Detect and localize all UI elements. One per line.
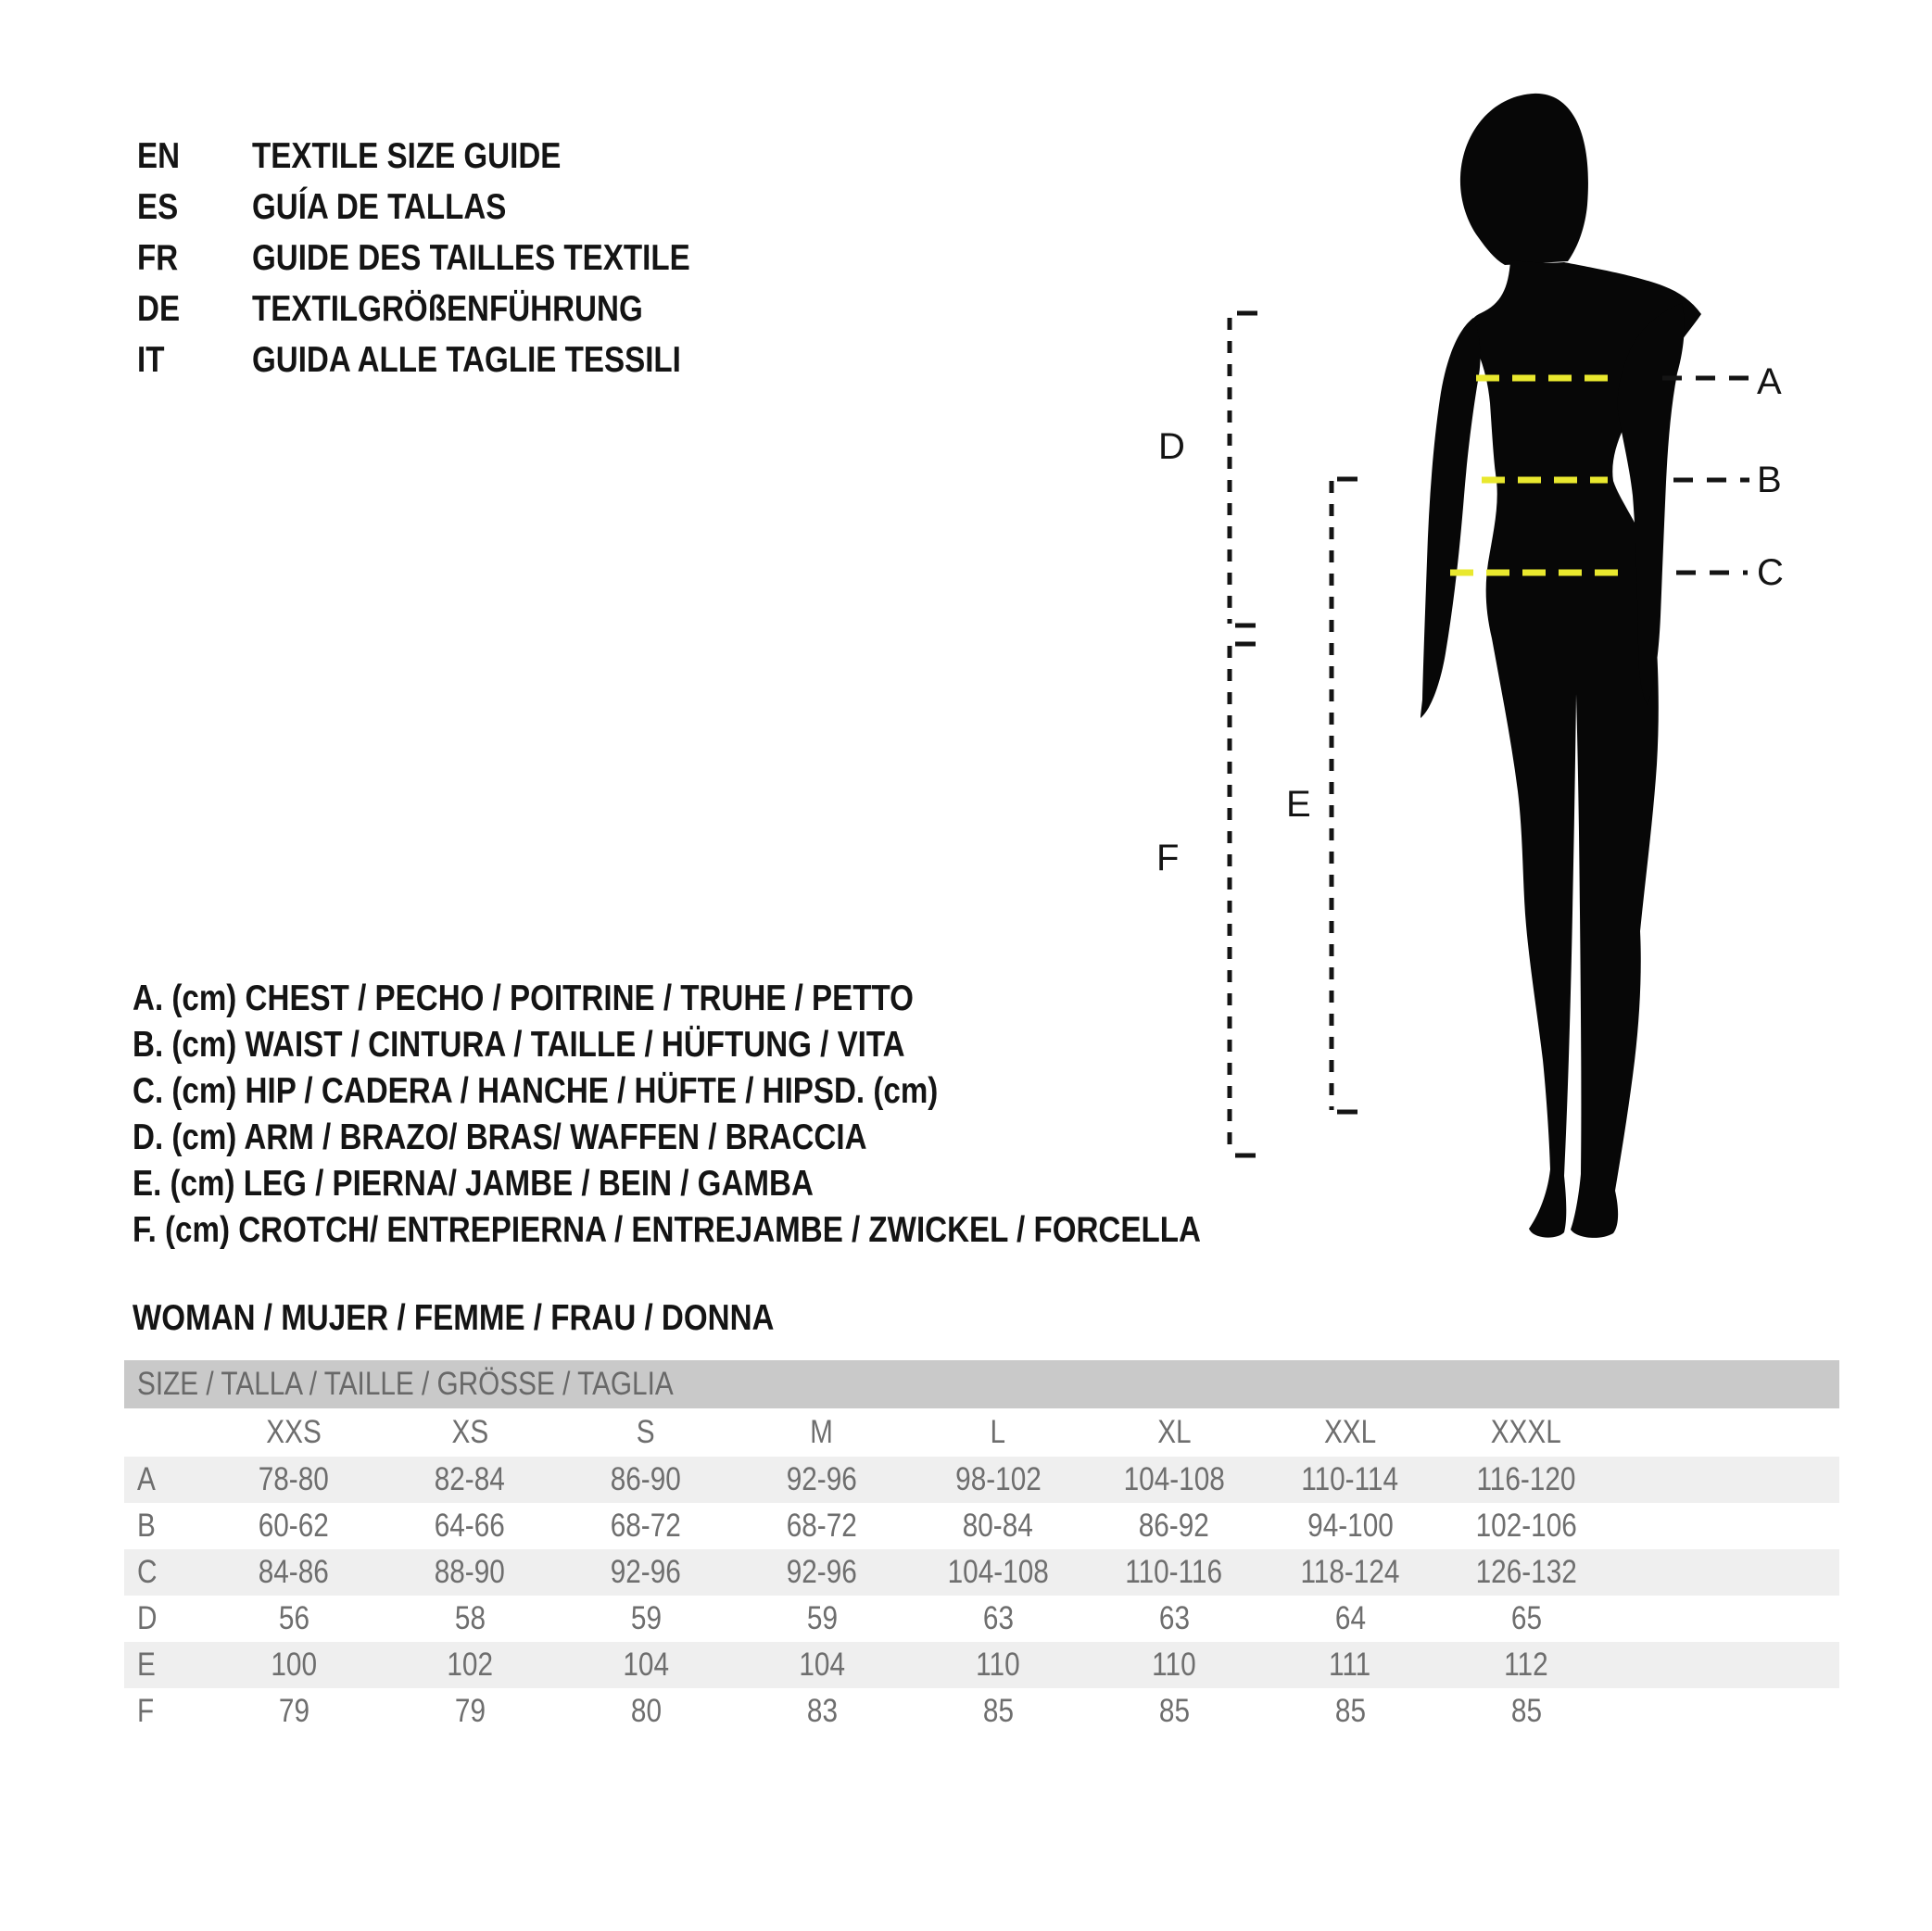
silhouette-head (1460, 94, 1588, 265)
crotch-label: F (1156, 838, 1180, 878)
language-code: EN (137, 136, 181, 176)
table-cell: 118-124 (1300, 1554, 1400, 1590)
language-code: FR (137, 238, 179, 278)
table-cell: 110-116 (1125, 1554, 1223, 1590)
legend-line: C. (cm) HIP / CADERA / HANCHE / HÜFTE / HIPSD. (cm) (133, 1071, 939, 1111)
table-cell: 60-62 (258, 1508, 330, 1544)
chest-label: A (1757, 361, 1782, 402)
table-cell: 110 (1152, 1647, 1196, 1683)
legend-line: E. (cm) LEG / PIERNA/ JAMBE / BEIN / GAMBA (133, 1164, 814, 1204)
language-title-block (137, 131, 767, 385)
guide-title: TEXTILGRÖßENFÜHRUNG (252, 289, 643, 329)
language-row (137, 131, 767, 182)
size-table-rows (124, 1408, 1839, 1735)
table-cell: 58 (454, 1600, 486, 1636)
table-cell: 111 (1329, 1647, 1371, 1683)
measure-row-label: A (137, 1461, 156, 1497)
table-cell: 98-102 (954, 1461, 1042, 1497)
table-cell: 65 (1510, 1600, 1542, 1636)
size-column-header: XL (1156, 1414, 1192, 1450)
size-table-header-text: SIZE / TALLA / TAILLE / GRÖSSE / TAGLIA (137, 1366, 674, 1402)
language-row (137, 233, 767, 284)
table-cell: 63 (1158, 1600, 1190, 1636)
table-cell: 126-132 (1475, 1554, 1577, 1590)
measure-row-label: B (137, 1508, 156, 1544)
silhouette-left-arm (1421, 318, 1481, 718)
table-cell: 88-90 (434, 1554, 506, 1590)
table-cell: 104 (799, 1647, 845, 1683)
size-column-header: XXXL (1490, 1414, 1562, 1450)
table-cell: 68-72 (610, 1508, 682, 1544)
table-cell: 104 (623, 1647, 669, 1683)
measure-row-label: E (137, 1647, 156, 1683)
table-row (124, 1642, 1839, 1688)
table-cell: 100 (271, 1647, 317, 1683)
table-cell: 83 (806, 1693, 838, 1729)
table-cell: 68-72 (786, 1508, 858, 1544)
language-row (137, 182, 767, 233)
table-cell: 80-84 (962, 1508, 1034, 1544)
size-table-header-bar (124, 1360, 1839, 1408)
table-cell: 102 (447, 1647, 493, 1683)
table-cell: 59 (630, 1600, 662, 1636)
size-column-header-row (124, 1408, 1839, 1457)
table-cell: 110 (976, 1647, 1020, 1683)
measure-row-label: D (137, 1600, 158, 1636)
guide-title: TEXTILE SIZE GUIDE (252, 136, 562, 176)
guide-title: GUÍA DE TALLAS (252, 187, 507, 227)
size-column-header: S (637, 1414, 655, 1450)
table-row (124, 1596, 1839, 1642)
table-cell: 82-84 (434, 1461, 506, 1497)
table-cell: 85 (1510, 1693, 1542, 1729)
table-cell: 64 (1334, 1600, 1366, 1636)
table-cell: 59 (806, 1600, 838, 1636)
table-cell: 86-90 (610, 1461, 682, 1497)
table-cell: 86-92 (1138, 1508, 1210, 1544)
measure-row-label: F (137, 1693, 155, 1729)
hip-label: C (1757, 552, 1784, 593)
measure-row-label: C (137, 1554, 158, 1590)
table-cell: 110-114 (1301, 1461, 1399, 1497)
table-row (124, 1688, 1839, 1735)
leg-label: E (1286, 784, 1311, 825)
table-cell: 79 (454, 1693, 486, 1729)
table-cell: 84-86 (258, 1554, 330, 1590)
size-column-header: XXL (1323, 1414, 1377, 1450)
guide-title: GUIDE DES TAILLES TEXTILE (252, 238, 690, 278)
size-column-header: XXS (266, 1414, 322, 1450)
table-cell: 94-100 (1307, 1508, 1394, 1544)
legend-line: B. (cm) WAIST / CINTURA / TAILLE / HÜFTUNG / VITA (133, 1025, 905, 1065)
size-column-header: L (990, 1414, 1006, 1450)
table-cell: 78-80 (258, 1461, 330, 1497)
table-cell: 104-108 (1123, 1461, 1225, 1497)
table-cell: 85 (982, 1693, 1014, 1729)
table-cell: 116-120 (1476, 1461, 1576, 1497)
size-table (124, 1360, 1839, 1735)
table-row (124, 1503, 1839, 1549)
table-cell: 85 (1334, 1693, 1366, 1729)
gender-heading: WOMAN / MUJER / FEMME / FRAU / DONNA (133, 1298, 775, 1338)
legend-line: F. (cm) CROTCH/ ENTREPIERNA / ENTREJAMBE / ZWICKEL / FORCELLA (133, 1210, 1201, 1250)
language-code: IT (137, 340, 165, 380)
table-cell: 64-66 (434, 1508, 506, 1544)
arm-label: D (1158, 426, 1185, 467)
table-cell: 104-108 (947, 1554, 1049, 1590)
legend-line: A. (cm) CHEST / PECHO / POITRINE / TRUHE / PETTO (133, 978, 914, 1018)
language-row (137, 284, 767, 334)
measurement-legend (133, 976, 1389, 1254)
language-code: ES (137, 187, 179, 227)
guide-title: GUIDA ALLE TAGLIE TESSILI (252, 340, 681, 380)
table-cell: 79 (278, 1693, 309, 1729)
table-cell: 80 (630, 1693, 662, 1729)
table-row (124, 1549, 1839, 1596)
size-column-header: M (810, 1414, 834, 1450)
table-row (124, 1457, 1839, 1503)
table-cell: 56 (278, 1600, 309, 1636)
language-row (137, 334, 767, 385)
table-cell: 102-106 (1475, 1508, 1577, 1544)
table-cell: 92-96 (610, 1554, 682, 1590)
language-code: DE (137, 289, 181, 329)
table-cell: 112 (1504, 1647, 1548, 1683)
table-cell: 85 (1158, 1693, 1190, 1729)
legend-line: D. (cm) ARM / BRAZO/ BRAS/ WAFFEN / BRACCIA (133, 1117, 867, 1157)
table-cell: 63 (982, 1600, 1014, 1636)
table-cell: 92-96 (786, 1554, 858, 1590)
table-cell: 92-96 (786, 1461, 858, 1497)
size-column-header: XS (451, 1414, 488, 1450)
waist-label: B (1757, 460, 1782, 500)
